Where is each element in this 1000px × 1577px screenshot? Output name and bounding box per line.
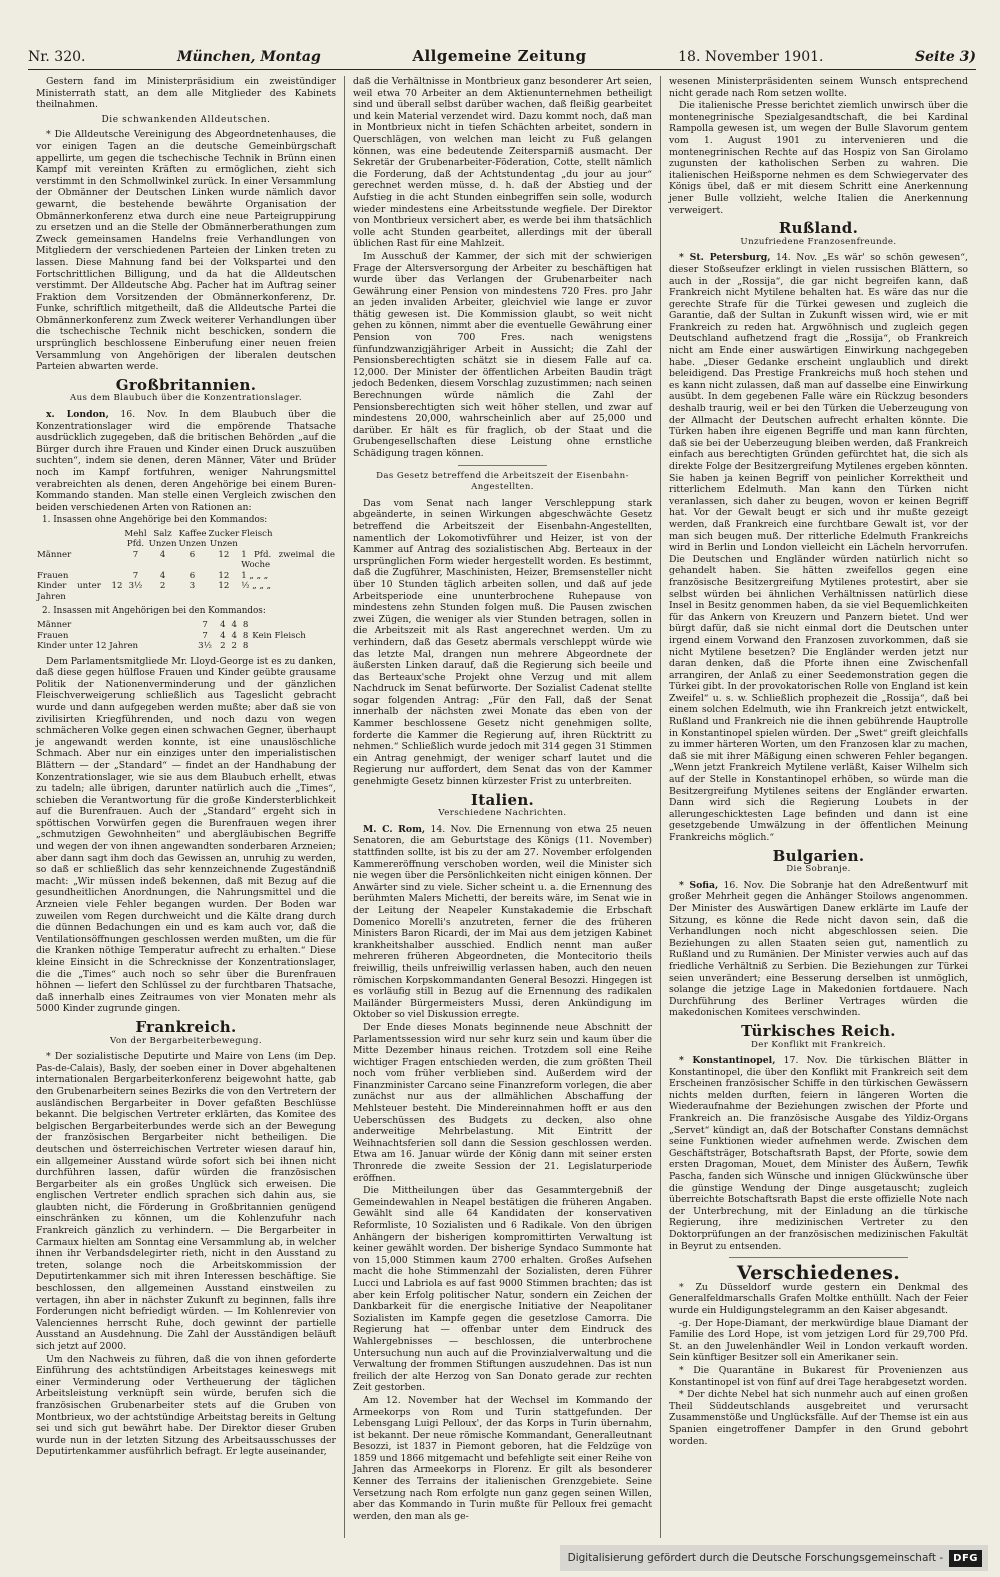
section-subheading: Der Konflikt mit Frankreich. (750, 1039, 887, 1050)
dateline: * St. Petersburg, (679, 252, 771, 264)
dateline: x. London, (46, 409, 109, 421)
article-paragraph: Gestern fand im Ministerpräsidium ein zweistündiger Ministerrath statt, an dem alle Mitglieder des Kabinets theilnahmen. (36, 76, 336, 111)
table-cell: Männer (37, 549, 72, 560)
table-row (36, 631, 336, 642)
table-cell: Frauen (37, 630, 69, 641)
column-2 (344, 76, 660, 1538)
article-paragraph: Am 12. November hat der Wechsel im Kommando der Armeekorps von Rom und Turin stattgefunden. Der Lebensgang Luigi Pelloux', der das Korps in Turin übernahm, ist bekannt. Der neue römische Kommandant, Generalleutnant Besozzi, ist 1837 in Piemont geboren, hat die Feldzüge von 1859 und 1866 mitgemacht und befehligte seit einer Reihe von Jahren das Armeekorps in Florenz. Er gilt als besonderer Kenner des Terrains der italienischen Grenzgebiete. Seine Versetzung nach Rom erfolgte nun ganz gegen seinen Willen, aber das Kommando in Turin mußte für Pelloux frei gemacht werden, den man als ge- (353, 1394, 652, 1522)
table-cell: 12 (218, 570, 230, 581)
article-paragraph (669, 880, 968, 1019)
table-header-row (36, 529, 336, 540)
table-cell: 2 (159, 581, 166, 592)
article-columns (28, 76, 976, 1538)
table-cell: 4 (231, 620, 237, 631)
table-cell: 2 (220, 641, 226, 652)
article-text: 16. Nov. Die Sobranje hat den Adreßentwurf mit großer Mehrheit gegen die Anhänger Stoilows angenommen. Der Minister des Auswärtigen Danew erklärte im Laufe der Sitzung, es könne die Rede nicht davon sein, daß die Verhandlungen noch nicht abgeschlossen seien. Die Beziehungen zu allen Staaten seien gut, namentlich zu Rußland und zu Rumänien. Der Minister verwies auch auf das friedliche Verhältniß zu Serbien. Die Beziehungen zur Türkei seien unverändert; eine Besserung derselben ist unmöglich, solange die jetzige Lage in Makedonien fortdauere. Nach Durchführung des Berliner Vertrages würden die makedonischen Komitees verschwinden. (669, 879, 968, 1019)
article-paragraph: Um den Nachweis zu führen, daß die von ihnen geforderte Einführung des achtstündigen Arbeitstages keineswegs mit einer Verminderung oder Vertheuerung der täglichen Arbeitsleistung verknüpft sein würde, berufen sich die französischen Grubenarbeiter stets auf die Gruben von Montbrieux, wo der achtstündige Arbeitstag bereits in Geltung sei und sich gut bewährt habe. Der Direktor dieser Gruben wurde nun in der letzten Sitzung des Arbeitsausschusses der Deputirtenkammer ausführlich befragt. Er legte auseinander, (36, 1353, 336, 1458)
article-paragraph: Das vom Senat nach langer Verschleppung stark abgeänderte, in seinen Wirkungen abgeschwächte Gesetz betreffend die Arbeitszeit der Eisenbahn-Angestellten, namentlich der Lokomotivführer und Heizer, ist von der Kammer auf Antrag des sozialistischen Abg. Berteaux in der ursprünglichen Form wieder hergestellt worden. Es bestimmt, daß die Zugführer, Maschinisten, Heizer, Bremsensteller nicht über 10 Stunden täglich arbeiten sollen, und daß auf jede Arbeitsperiode eine ununterbrochene Ruhepause von mindestens zehn Stunden folgen muß. Die Pausen zwischen zwei Zügen, die weniger als vier Stunden betragen, sollen in die Arbeitszeit mit als Rast angerechnet werden. Um zu verhindern, daß das Gesetz abermals verschleppt würde wie das letzte Mal, drangen nun mehrere Abgeordnete der äußersten Linken darauf, daß die Regierung sich beeile und das Berteaux'sche Projekt ohne Verzug und mit allem Nachdruck im Senat befürworte. Der Sozialist Cadenat stellte sogar folgenden Antrag: „Für den Fall, daß der Senat innerhalb der nächsten zwei Monate das eben von der Kammer beschlossene Gesetz nicht genehmigen sollte, forderte die Kammer die Regierung auf, ihren Rücktritt zu nehmen.“ Schließlich wurde jedoch mit 314 gegen 31 Stimmen ein Antrag genehmigt, der weniger scharf lautet und die Regierung nur auffordert, dem Senat das von der Kammer genehmigte Gesetz binnen kürzester Frist zu unterbreiten. (353, 497, 652, 788)
dateline: M. C. Rom, (363, 823, 426, 835)
article-paragraph: Die Mittheilungen über das Gesammtergebniß der Gemeindewahlen in Neapel bestätigen die früheren Angaben. Gewählt sind alle 64 Kandidaten der konservativen Reformliste, 10 Sozialisten und 6 Radikale. Von den übrigen Anhängern der bisherigen kompromittirten Verwaltung ist keiner gewählt worden. Der bisherige Syndaco Summonte hat von 15,000 Stimmen kaum 2700 erhalten. Großes Aufsehen macht die hohe Stimmenzahl der Sozialisten, deren Führer Lucci und Labriola es auf fast 9000 Stimmen brachten; das ist aber kein Erfolg politischer Natur, sondern ein Zeichen der Dankbarkeit für die energische Initiative der Neapolitaner Sozialisten im Kampfe gegen die gesetzlose Camorra. Die Regierung hat — offenbar unter dem Eindruck des Wahlergebnisses — beschlossen, die unterbrochene Untersuchung nun auch auf die Provinzialverwaltung und die Verwaltung der frommen Stiftungen auszudehnen. Das ist nun freilich der alte Herzog von San Donato gerade zur rechten Zeit gestorben. (353, 1185, 652, 1394)
article-text: 14. Nov. Die Ernennung von etwa 25 neuen Senatoren, die am Geburtstage des Königs (11. November) stattfinden sollte, ist bis zu der am 27. November erfolgenden Kammereröffnung verschoben worden, weil die Minister sich nie wegen über die Persönlichkeiten nicht einigen können. Der Anwärter sind zu viele. Sicher scheint u. a. die Ernennung des berühmten Malers Michetti, der bereits wäre, im Senat wie in der Leitung der Neapeler Kunstakademie die Erbschaft Domenico Morelli's anzutreten, ferner die des früheren Ministers Baron Ricardi, der im Mai aus dem jetzigen Kabinet krankheitshalber ausschied. Endlich nennt man außer mehreren früheren Abgeordneten, die Montecitorio theils freiwillig, theils unfreiwillig verlassen haben, auch den neuen römischen Korpskommandanten General Besozzi. Hingegen ist es vorläufig still in Bezug auf die Ernennung des radikalen Mailänder Bürgermeisters Mussi, deren Ankündigung im Oktober so viel Diskussion erregte. (353, 823, 652, 1021)
section-heading-verschiedenes: Verschiedenes. (736, 1262, 901, 1285)
table-cell: 1 Pfd. zweimal die Woche (241, 549, 335, 571)
table-cell: ½ „ „ „ (241, 581, 272, 592)
section-subheading: Die schwankenden Alldeutschen. (101, 114, 271, 125)
column-1 (28, 76, 344, 1538)
dateline: * Konstantinopel, (679, 1055, 776, 1067)
table-cell: Fleisch (241, 528, 273, 539)
place-and-day: München, Montag (177, 49, 321, 65)
table-caption: 2. Insassen mit Angehörigen bei den Kommandos: (42, 606, 266, 617)
article-text: 16. Nov. In dem Blaubuch über die Konzentrationslager wird die empörende Thatsache ausdrücklich zugegeben, daß die britischen Behörden „auf die Bürger durch ihre Frauen und Kinder einen Druck auszuüben suchten“, indem sie denen, deren Männer, Väter und Brüder noch im Kampf fortfuhren, weniger Nahrungsmittel verabreichten als denen, deren Angehörige bei einem Buren-Kommando standen. Man stelle einen Vergleich zwischen den beiden verschiedenen Arten von Rationen an: (36, 409, 336, 513)
table-cell: Männer (37, 620, 72, 631)
article-paragraph (669, 1055, 968, 1252)
page-number: Seite 3) (915, 49, 976, 65)
article-text: 14. Nov. „Es wär' so schön gewesen“, dieser Stoßseufzer erklingt in vielen russischen Blättern, so auch in der „Rossija“, die gar nicht begreifen kann, daß Frankreich nicht Mytilene behalten hat. Es wäre das nur die gerechte Strafe für die Türkei gewesen und zugleich die Garantie, daß der Sultan in Zukunft wissen wird, wie er mit Frankreich zu reden hat. Argwöhnisch und zugleich gegen Deutschland aufhetzend fragt die „Rossija“, ob Frankreich nicht am Ende einer auswärtigen Einwirkung nachgegeben habe. „Dieser Gedanke erscheint unglaublich und direkt beleidigend. Das Prestige Frankreichs muß hoch stehen und es kann nicht zulassen, daß man auf dasselbe eine Einwirkung ausübt. In dem gegebenen Falle wäre ein Rückzug besonders deshalb traurig, weil er bei den Türken die Ueberzeugung von der Allmacht der Deutschen aufrecht erhalten könnte. Die Türken haben ihre eigenen Begriffe und man kann fürchten, daß sie bei der Ueberzeugung bleiben werden, daß Frankreich einfach aus berechtigten Gründen gefürchtet hat, die sich als direkte Folge der Besitzergreifung Mytilenes ergeben könnten. Sie haben ja keinen Begriff von peinlicher Korrektheit und ritterlichem Edelmuth. Man kann den Türken nicht veranlassen, sich daher zu beugen, wovon er keinen Begriff hat. Vor der Gewalt beugt er sich und ihr mußte gezeigt werden, daß Frankreich eine furchtbare Gewalt ist, vor der man sich beugen muß. Der ritterliche Edelmuth Frankreichs wird in Berlin und London vielleicht ein Lächeln hervorrufen. Die Deutschen und Engländer würden natürlich nicht so gehandelt haben. Sie hätten zweifellos gegen eine französische Besitzergreifung Mytilenes protestirt, aber sie selbst würden bei ähnlichen Verhältnissen natürlich diese Insel in Besitz genommen haben, da sie viel Bequemlichkeiten für das Ankern von Kreuzern und Panzern bietet. Und wer bürgt dafür, daß sie nicht einmal dort die Deutschen unter irgend einem Vorwand den Franzosen zuvorkommen, daß sie nicht Mytilene besetzen? Die Engländer werden jetzt nur daran denken, daß die Pforte ihnen eine Zwischenfall arrangiren, der Anlaß zu einer Seedemonstration gegen die Türkei gibt. In der provokatorischen Rolle von England ist kein Zweifel“ u. s. w. Schließlich prophezeit die „Rossija“, daß bei einem solchen Edelmuth, wie ihn Frankreich jetzt entwickelt, Rußland und Frankreich nie die ihnen gebührende Hauptrolle in Konstantinopel spielen würden. Der „Swet“ greift gleichfalls zu immer härteren Worten, um den Franzosen klar zu machen, daß sie mit ihrer Mäßigung einen schweren Fehler begangen. „Wenn jetzt Frankreich Mytilene verläßt, Kaiser Wilhelm sich auf der Stelle in Konstantinopel erhöben, so würde man die Besitzergreifung Mytilenes seitens der Engländer erwarten. Dann wird sich die Regierung Loubets in der allerungeschicktesten Lage befinden und dann ist eine gesetzgebende Umwälzung in der öffentlichen Meinung Frankreichs möglich.“ (669, 252, 968, 843)
article-paragraph: Die italienische Presse berichtet ziemlich unwirsch über die montenegrinische Spezialgesandtschaft, die bei Kardinal Rampolla gewesen ist, um wegen der Bulle Slavorum gentem vom 1. August 1901 zu intervenieren und die montenegrinischen Rechte auf das Hospiz von San Girolamo zugunsten der katholischen Serben zu wahren. Die italienischen Heißsporne nehmen es dem Schwiegervater des Königs übel, daß er mit diesem Schritt eine Anerkennung jener Bulle vollzieht, welche Italien die Anerkennung verweigert. (669, 100, 968, 216)
article-paragraph: * Die Alldeutsche Vereinigung des Abgeordnetenhauses, die vor einigen Tagen an die deutsche Gemeinbürgschaft appellirte, um gegen die tschechische Technik in Brünn einen Kampf mit vereinten Kräften zu ermöglichen, zieht sich verstimmt in den Schmollwinkel zurück. In einer Versammlung der Obmänner der Deutschen Linken wurde nämlich davor gewarnt, die bestehende bewährte Organisation der Obmännerkonferenz etwa durch eine neue Parteigruppirung zu ersetzen und an die Stelle der Obmännerberathungen zum Zweck gemeinsamen Handelns freie Verhandlungen von Mitgliedern der verschiedenen Parteien der Linken treten zu lassen. Diese Mahnung fand bei der Volkspartei und den Fortschrittlichen Billigung, und da hat die Alldeutschen verstimmt. Der Alldeutsche Abg. Pacher hat im Auftrag seiner Fraktion dem Vorsitzenden der Obmännerkonferenz, Dr. Funke, schriftlich mitgetheilt, daß die Alldeutsche Partei die Obmännerkonferenz zum Zweck weiterer Verhandlungen über die tschechische Technik nicht beschicken, sondern die ursprünglich beschlossene Einberufung einer neuen freien Versammlung von Angehörigen der liberalen deutschen Parteien abwarten werde. (36, 129, 336, 373)
column-3 (660, 76, 976, 1538)
table-cell: 4 (159, 549, 166, 560)
section-heading-italien: Italien. (470, 790, 535, 809)
ration-table-2 (36, 620, 336, 652)
ration-table-1 (36, 529, 336, 603)
article-text: 17. Nov. Die türkischen Blätter in Konstantinopel, die über den Konflikt mit Frankreich seit dem Erscheinen französischer Schiffe in den türkischen Gewässern nichts melden durften, feiern in längeren Worten die Wiederaufnahme der Beziehungen zwischen der Pforte und Frankreich an. Die französische Ausgabe des Yildiz-Organs „Servet“ kündigt an, daß der Botschafter Constans demnächst seine Funktionen wieder aufnehmen werde. Zwischen dem Geschäftsträger, Botschaftsrath Bapst, der Pforte, sowie dem ersten Dragoman, Mouet, dem Minister des Äußern, Tewfik Pascha, fanden sich Wünsche und innigen Glückwünsche über die günstige Wendung der Dinge ausgetauscht; zugleich überreichte Botschaftsrath Bapst die erste offizielle Note nach der Unterbrechung, mit der Einladung an die türkische Regierung, ihre medizinischen Vertreter zu den Doktorprüfungen an der französischen medizinischen Fakultät in Beyrut zu entsenden. (669, 1055, 968, 1252)
article-paragraph (353, 824, 652, 1021)
section-subheading: Die Sobranje. (786, 864, 851, 875)
dfg-logo: DFG (949, 1550, 982, 1567)
table-cell: 2 (231, 641, 237, 652)
table-cell (36, 529, 123, 540)
issue-number: Nr. 320. (28, 49, 86, 65)
table-cell: Unzen (148, 539, 177, 550)
table-row (36, 571, 336, 582)
article-paragraph: -g. Der Hope-Diamant, der merkwürdige blaue Diamant der Familie des Lord Hope, ist vom jetzigen Lord für 29,700 Pfd. St. an den Juwelenhändler Weil in London verkauft worden. Sein künftiger Besitzer soll ein Amerikaner sein. (669, 1317, 968, 1364)
table-cell (240, 539, 336, 550)
table-cell: 12 (218, 549, 230, 560)
article-paragraph: Dem Parlamentsmitgliede Mr. Lloyd-George ist es zu danken, daß diese gegen hülflose Frauen und Kinder geübte grausame Politik der Nationenverminderung und der gänzlichen Fleischverweigerung schließlich aus Tageslicht gebracht wurde und dann aufgegeben werden mußte; aber daß sie von zivilisirten Kriegführenden, und noch dazu von wegen schmächeren Volke gegen einen schwachen Gegner, überhaupt je angewandt werden konnte, ist eine unauslöschliche Schmach. Aber nur ein einziges unter den imperialistischen Blättern — der „Standard“ — findet an der Handhabung der Konzentrationslager, wie sie aus dem Blaubuch erhellt, etwas zu tadeln; alle übrigen, darunter natürlich auch die „Times“, schieben die Verantwortung für die große Kindersterblichkeit auf die Burenfrauen. Auch der „Standard“ ergeht sich in spöttischen Vorwürfen gegen die Burenfrauen wegen ihrer „schmutzigen Gewohnheiten“ und abergläubischen Begriffe und wegen der von ihnen angewandten sonderbaren Arzneien; aber dann sagt ihm doch das Gewissen an, unruhig zu werden, so daß er schließlich das sehr kennzeichnende Zugeständniß macht: „Wir müssen indeß bekennen, daß mit Bezug auf die gesundheitlichen Anordnungen, die Nahrungsmittel und die Arzneien viele Fehler begangen wurden. Der Boden war zuweilen vom Regen durchweicht und die Kälte drang durch die dünnen Bedachungen ein und es kam auch vor, daß die Ventilationsöffnungen geschlossen werden mußten, um die für die Kranken nöthige Temperatur aufrecht zu erhalten.“ Diese kleine Einsicht in die Schrecknisse der Konzentrationslager, die die „Times“ auch noch so sehr über die Burenfrauen höhnen — liefert den Schlüssel zu der furchtbaren Thatsache, daß innerhalb eines Zeitraumes von vier Monaten mehr als 5000 Kinder zugrunde gingen. (36, 655, 336, 1015)
table-cell: 1 „ „ „ (241, 570, 269, 581)
table-cell: 8 (242, 641, 249, 652)
table-cell: 7 (202, 630, 208, 641)
credit-text: Digitalisierung gefördert durch die Deutsche Forschungsgemeinschaft - (567, 1552, 944, 1564)
table-cell: Unzen (178, 539, 207, 550)
separator-rule (458, 465, 548, 466)
table-cell: 4 (231, 630, 237, 641)
article-paragraph: Der Ende dieses Monats beginnende neue Abschnitt der Parlamentssession wird nur sehr kurz sein und kaum über die Mitte Dezember hinaus reichen. Trotzdem soll eine Reihe wichtiger Fragen entschieden werden, die zum größten Theil noch vom früher verblieben sind. Außerdem wird der Finanzminister Carcano seine Finanzreform vorlegen, die aber zunächst nur aus der allmählichen Abschaffung der Mehlsteuer besteht. Die Mindereinnahmen hofft er aus den Ueberschüssen des Budgets zu decken, also ohne anderweitige Mehrbelastung. Mit Eintritt der Weihnachtsferien soll dann die Session geschlossen werden. Etwa am 16. Januar würde der König dann mit seiner ersten Thronrede die zweite Session der 21. Legislaturperiode eröffnen. (353, 1021, 652, 1184)
section-heading-frankreich: Frankreich. (135, 1017, 237, 1036)
section-heading-bulgarien: Bulgarien. (772, 846, 865, 865)
article-paragraph: * Die Quarantäne in Bukarest für Provenienzen aus Konstantinopel ist von fünf auf drei Tage herabgesetzt worden. (669, 1364, 968, 1388)
section-heading-tuerkisches-reich: Türkisches Reich. (741, 1021, 896, 1040)
section-subheading: Verschiedene Nachrichten. (438, 808, 567, 819)
table-cell: Pfd. (126, 539, 145, 550)
newspaper-title: Allgemeine Zeitung (412, 47, 587, 65)
table-cell: 7 (132, 549, 139, 560)
table-cell: 4 (159, 570, 166, 581)
article-paragraph: * Der dichte Nebel hat sich nunmehr auch auf einen großen Theil Süddeutschlands ausgebreitet und verursacht Zusammenstöße und Unglücksfälle. Auf der Themse ist ein aus Spanien eingetroffener Dampfer in den Grund gebohrt worden. (669, 1389, 968, 1447)
section-heading-grossbritannien: Großbritannien. (115, 375, 257, 394)
masthead (28, 44, 976, 70)
article-paragraph: Im Ausschuß der Kammer, der sich mit der schwierigen Frage der Altersversorgung der Arbeiter zu beschäftigen hat wurde über das Verlangen der Grubenarbeiter nach Gewährung einer Pension von mindestens 720 Fres. pro Jahr an jeden invaliden Arbeiter, gleichviel wie lange er zuvor thätig gewesen ist. Die Kommission glaubt, so weit nicht gehen zu können, nimmt aber die eventuelle Gewährung einer Pension von 700 Fres. nach wenigstens fünfundzwanzigjähriger Arbeit in Aussicht; die Zahl der Pensionsberechtigten schätzt sie in diesem Falle auf ca. 12,000. Der Minister der öffentlichen Arbeiten Baudin trägt jedoch Bedenken, diesem Vorschlag zuzustimmen; nach seinen Berechnungen würde nämlich die Zahl der Pensionsberechtigten sich weit höher stellen, und zwar auf mindestens 20,000, wahrscheinlich aber auf 25,000 und darüber. Er hält es für fraglich, ob der Staat und die Grubengesellschaften diese Leistung ohne ernstliche Schädigung tragen können. (353, 250, 652, 459)
table-cell (251, 620, 336, 631)
table-cell (251, 641, 336, 652)
table-cell: 3 (189, 581, 196, 592)
table-cell: Kinder unter 12 Jahren (37, 581, 123, 602)
table-cell: 8 (242, 630, 249, 641)
article-paragraph: * Der sozialistische Deputirte und Maire von Lens (im Dep. Pas-de-Calais), Basly, der soeben einer in Dover abgehaltenen internationalen Bergarbeiterkonferenz beigewohnt hatte, gab den Grubenarbeitern seines Bezirks die von den Vertretern der ausländischen Bergarbeiter in Dover gefaßten Beschlüsse bekannt. Die belgischen Vertreter erklärten, das Komitee des belgischen Bergarbeiterbundes werde sich an der Bewegung der französischen Bergarbeiter nicht betheiligen. Die deutschen und österreichischen Vertreter wiesen darauf hin, ein allgemeiner Ausstand würde sofort sich bei ihnen nicht durchführen lassen, dafür würden die französischen Bergarbeiter als ein großes Unglück sich erweisen. Die englischen Vertreter endlich sprachen sich dahin aus, sie glaubten nicht, die Förderung in Großbritannien genügend einschränken zu können, um die Kohlenzufuhr nach Frankreich gänzlich zu verhindern. — Die Bergarbeiter in Carmaux hielten am Sonntag eine Versammlung ab, in welcher ihnen ihr Verbandsdelegirter rieth, nicht in den Ausstand zu treten, solange noch die Arbeitskommission der Deputirtenkammer sich mit ihren Interessen beschäftige. Sie beschlossen, den allgemeinen Ausstand einstweilen zu vertagen, ihn aber in nächster Zukunft zu beginnen, falls ihre Forderungen nicht befriedigt würden. — Im Kohlenrevier von Valenciennes herrscht Ruhe, doch gewinnt der partielle Ausstand an Ausdehnung. Die Zahl der Ausständigen beläuft sich jetzt auf 2000. (36, 1051, 336, 1352)
table-cell: 4 (220, 620, 226, 631)
section-subheading: Aus dem Blaubuch über die Konzentrationslager. (69, 393, 303, 404)
section-subheading: Von der Bergarbeiterbewegung. (110, 1035, 262, 1046)
separator-rule (729, 1257, 908, 1258)
table-row (36, 620, 336, 631)
issue-date: 18. November 1901. (678, 49, 824, 65)
table-row (36, 641, 336, 652)
table-row (36, 550, 336, 571)
table-cell: 12 (218, 581, 230, 592)
table-units-row (36, 539, 336, 550)
table-cell: Kaffee (178, 528, 207, 539)
section-subheading: Das Gesetz betreffend die Arbeitszeit der Eisenbahn-Angestellten. (376, 470, 629, 493)
table-caption: 1. Insassen ohne Angehörige bei den Kommandos: (42, 515, 268, 526)
article-paragraph: wesenen Ministerpräsidenten seinem Wunsch entsprechend nicht gerade nach Rom setzen wollte. (669, 76, 968, 99)
section-subheading: Unzufriedene Franzosenfreunde. (740, 236, 897, 247)
table-cell: Frauen (37, 570, 69, 581)
table-cell: 7 (202, 620, 208, 631)
article-paragraph: * Zu Düsseldorf wurde gestern ein Denkmal des Generalfeldmarschalls Grafen Moltke enthüllt. Nach der Feier wurde ein Huldigungstelegramm an den Kaiser abgesandt. (669, 1281, 968, 1316)
table-cell: 7 (132, 570, 139, 581)
article-paragraph (36, 409, 336, 513)
table-cell: 4 (220, 630, 226, 641)
table-cell: 8 (242, 620, 249, 631)
dateline: * Sofia, (679, 879, 719, 891)
digitization-credit (560, 1545, 988, 1571)
table-cell: Kein Fleisch (252, 630, 306, 641)
table-cell: Mehl (124, 528, 147, 539)
table-cell (36, 539, 123, 550)
table-cell: 3½ (198, 641, 212, 652)
table-cell: Salz (153, 528, 172, 539)
table-cell: 3½ (128, 581, 143, 592)
table-cell: Unzen (209, 539, 238, 550)
article-paragraph (669, 252, 968, 843)
table-cell: Kinder unter 12 Jahren (37, 641, 139, 652)
table-cell: 6 (189, 570, 196, 581)
table-row (36, 581, 336, 602)
table-cell: Zucker (208, 528, 240, 539)
table-cell: 6 (189, 549, 196, 560)
article-paragraph: daß die Verhältnisse in Montbrieux ganz besonderer Art seien, weil etwa 70 Arbeiter an dem Aktienunternehmen betheiligt sind und überall selbst darüber wachen, daß fleißig gearbeitet und kein Material verzendet wird. Dazu kommt noch, daß man in Montbrieux nicht in tiefen Schächten arbeitet, sondern in Querschlägen, von welchen man leicht zu Fuß gelangen können, was eine bedeutende Zeitersparniß ausmacht. Der Sekretär der Grubenarbeiter-Föderation, Cotte, stellt nämlich die Forderung, daß der Achtstundentag „du jour au jour“ gerechnet werden müsse, d. h. daß der Abstieg und der Aufstieg in die acht Stunden einbegriffen sein solle, wodurch wieder mindestens eine Arbeitsstunde wegfiele. Der Direktor von Montbrieux versichert aber, es werde bei ihm thatsächlich volle acht Stunden gearbeitet, allerdings mit der überall üblichen Rast für eine Mahlzeit. (353, 76, 652, 250)
section-heading-russland: Rußland. (778, 219, 859, 238)
